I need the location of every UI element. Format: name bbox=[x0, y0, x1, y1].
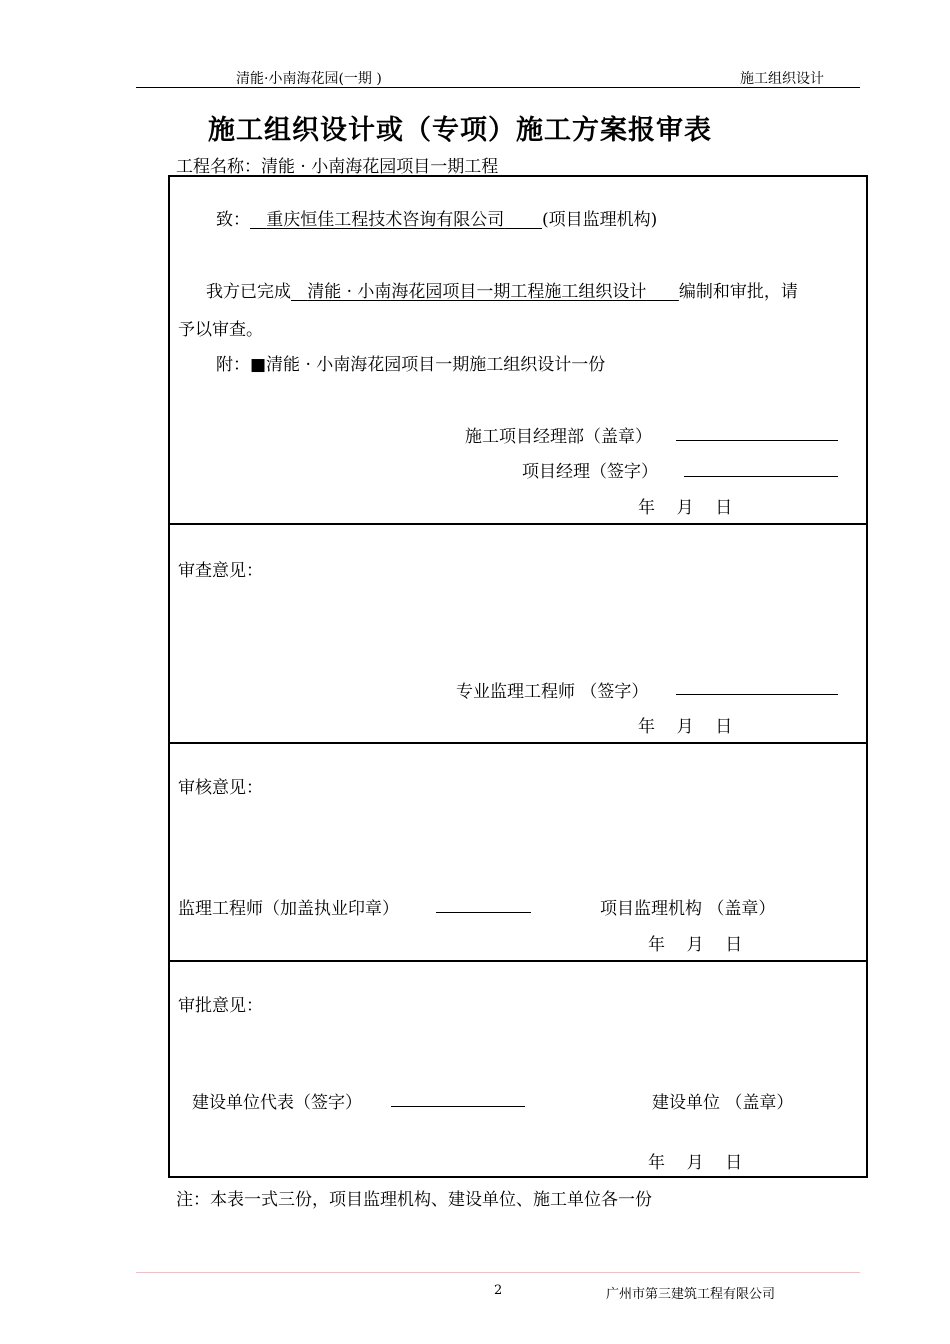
audit-opinion-label: 审核意见： bbox=[178, 778, 263, 798]
row-divider bbox=[168, 523, 868, 525]
header-right-text: 施工组织设计 bbox=[740, 71, 824, 87]
manager-sign-label: 项目经理（签字） bbox=[522, 462, 658, 482]
engineer-seal-line bbox=[436, 912, 531, 913]
review-opinion-label: 审查意见： bbox=[178, 561, 263, 581]
to-value: 重庆恒佳工程技术咨询有限公司 bbox=[266, 210, 505, 230]
date-field: 年 月 日 bbox=[648, 1153, 743, 1173]
dept-seal-label: 施工项目经理部（盖章） bbox=[465, 427, 652, 447]
owner-rep-sign-line bbox=[391, 1106, 525, 1107]
header-left-text: 清能·小南海花园(一期 ) bbox=[236, 71, 382, 87]
owner-org-label: 建设单位 （盖章） bbox=[652, 1093, 794, 1113]
specialist-engineer-label: 专业监理工程师 （签字） bbox=[456, 682, 649, 702]
to-line bbox=[216, 205, 657, 230]
attachment-line: 附：■清能 · 小南海花园项目一期施工组织设计一份 bbox=[216, 355, 606, 375]
page-title: 施工组织设计或（专项）施工方案报审表 bbox=[208, 115, 712, 146]
date-field: 年 月 日 bbox=[638, 498, 733, 518]
owner-rep-label: 建设单位代表（签字） bbox=[192, 1093, 362, 1113]
completed-suffix: 编制和审批，请 bbox=[678, 282, 798, 302]
to-label: 致： bbox=[216, 210, 250, 230]
completed-prefix: 我方已完成 bbox=[206, 282, 291, 302]
footer-rule bbox=[136, 1272, 860, 1273]
dept-seal-line bbox=[676, 440, 838, 441]
page-number: 2 bbox=[494, 1283, 503, 1298]
manager-sign-line bbox=[684, 476, 838, 477]
footnote: 注：本表一式三份，项目监理机构、建设单位、施工单位各一份 bbox=[176, 1190, 652, 1210]
completed-value: 清能 · 小南海花园项目一期工程施工组织设计 bbox=[307, 282, 647, 302]
supervision-org-label: 项目监理机构 （盖章） bbox=[600, 899, 776, 919]
date-field: 年 月 日 bbox=[638, 717, 733, 737]
date-field: 年 月 日 bbox=[648, 935, 743, 955]
header-rule bbox=[136, 87, 860, 88]
approval-opinion-label: 审批意见： bbox=[178, 996, 263, 1016]
specialist-sign-line bbox=[676, 694, 838, 695]
row-divider bbox=[168, 742, 868, 744]
footer-company: 广州市第三建筑工程有限公司 bbox=[606, 1287, 776, 1302]
project-name: 工程名称：清能 · 小南海花园项目一期工程 bbox=[176, 157, 499, 177]
supervising-engineer-label: 监理工程师（加盖执业印章） bbox=[178, 899, 399, 919]
to-suffix: (项目监理机构) bbox=[542, 210, 658, 230]
completed-line bbox=[206, 277, 798, 302]
completed-line-2: 予以审查。 bbox=[178, 320, 263, 340]
row-divider bbox=[168, 960, 868, 962]
